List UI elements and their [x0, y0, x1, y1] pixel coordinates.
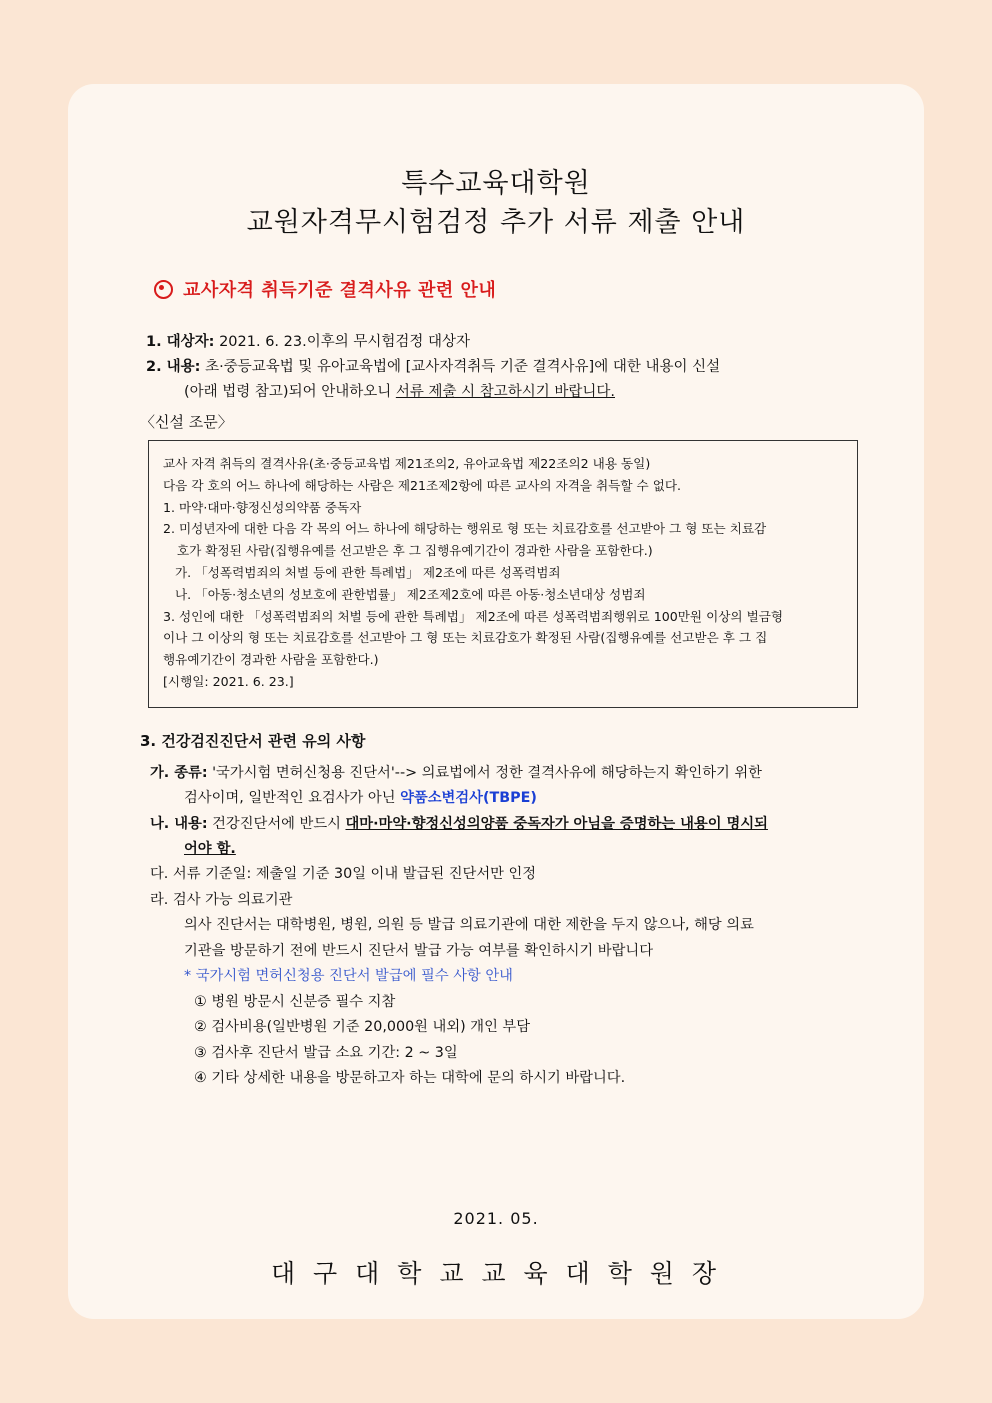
law-line: 2. 미성년자에 대한 다음 각 목의 어느 하나에 해당하는 행위로 형 또는 치료감호를 선고받아 그 형 또는 치료감: [163, 521, 767, 537]
ga-label: 가. 종류:: [150, 764, 208, 781]
law-line: 행유예기간이 경과한 사람을 포함한다.): [163, 652, 379, 668]
footer-date: 2021. 05.: [453, 1209, 539, 1229]
title-line-1: 특수교육대학원: [401, 168, 591, 199]
law-line: 호가 확정된 사람(집행유예를 선고받은 후 그 집행유예기간이 경과한 사람을 포함한다.): [177, 543, 653, 559]
ga-cont-plain: 검사이며, 일반적인 요검사가 아닌: [184, 790, 401, 807]
na-text-bold: 대마·마약·향정신성의양품 중독자가 아님을 증명하는 내용이 명시되: [345, 815, 768, 832]
law-line: 다음 각 호의 어느 하나에 해당하는 사람은 제21조제2항에 따른 교사의 자격을 취득할 수 없다.: [163, 477, 682, 493]
law-line: 나. 「아동·청소년의 성보호에 관한법률」 제2조제2호에 따른 아동·청소년대상 성범죄: [175, 586, 646, 602]
new-clause-heading: 〈신설 조문〉: [140, 413, 233, 432]
ga-continuation: [150, 786, 866, 811]
section-3-body: [126, 761, 866, 1092]
numbered-item: ② 검사비용(일반병원 기준 20,000원 내외) 개인 부담: [194, 1019, 531, 1036]
section-red-heading-text: 교사자격 취득기준 결격사유 관련 안내: [183, 280, 497, 302]
section-3-item-ga: [150, 761, 866, 786]
na-cont-bold: 어야 함.: [184, 841, 236, 857]
list-item: [146, 330, 866, 355]
section-3-item-ra: 라. 검사 가능 의료기관: [150, 891, 293, 908]
document-page: [68, 84, 924, 1319]
ra-detail-line: 의사 진단서는 대학병원, 병원, 의원 등 발급 의료기관에 대한 제한을 두지 않으나, 해당 의료: [184, 917, 754, 934]
law-line: 가. 「성폭력범죄의 처벌 등에 관한 특례법」 제2조에 따른 성폭력범죄: [175, 565, 561, 580]
ra-detail-line: 기관을 방문하기 전에 반드시 진단서 발급 가능 여부를 확인하시기 바랍니다: [184, 942, 654, 959]
law-text-box: [148, 440, 858, 708]
law-line: 교사 자격 취득의 결격사유(초·중등교육법 제21조의2, 유아교육법 제22조의2 내용 동일): [163, 456, 651, 472]
ga-text: '국가시험 면허신청용 진단서'--> 의료법에서 정한 결격사유에 해당하는지 확인하기 위한: [207, 764, 762, 781]
law-line: 3. 성인에 대한 「성폭력범죄의 처벌 등에 관한 특례법」 제2조에 따른 성폭력범죄행위로 100만원 이상의 벌금형: [163, 608, 784, 624]
na-label: 나. 내용:: [150, 815, 208, 832]
law-effective-date: [시행일: 2021. 6. 23.]: [163, 673, 294, 689]
law-line: 이나 그 이상의 형 또는 치료감호를 선고받아 그 형 또는 치료감호가 확정된 사람(집행유예를 선고받은 후 그 집: [163, 630, 768, 646]
law-line: 1. 마약·대마·향정신성의약품 중독자: [163, 499, 362, 515]
section-3-item-da: 다. 서류 기준일: 제출일 기준 30일 이내 발급된 진단서만 인정: [150, 866, 537, 883]
item-2-label: 2. 내용:: [146, 359, 201, 376]
numbered-item: ④ 기타 상세한 내용을 방문하고자 하는 대학에 문의 하시기 바랍니다.: [194, 1069, 626, 1086]
numbered-item: ③ 검사후 진단서 발급 소요 기간: 2 ~ 3일: [194, 1044, 458, 1061]
footer-organization: 대 구 대 학 교 교 육 대 학 원 장: [270, 1259, 722, 1289]
item-2-text: 초·중등교육법 및 유아교육법에 [교사자격취득 기준 결격사유]에 대한 내용이 신설: [200, 359, 721, 376]
intro-list: [126, 330, 866, 405]
star-note: * 국가시험 면허신청용 진단서 발급에 필수 사항 안내: [184, 968, 513, 985]
item-2-cont-plain: (아래 법령 참고)되어 안내하오니: [184, 384, 396, 401]
section-3-heading: 3. 건강검진진단서 관련 유의 사항: [140, 731, 366, 750]
item-2-cont-underline: 서류 제출 시 참고하시기 바랍니다.: [395, 384, 615, 401]
section-3-item-na: [150, 812, 866, 837]
na-text-plain: 건강진단서에 반드시: [207, 815, 346, 832]
section-red-heading: [126, 276, 866, 302]
numbered-item: ① 병원 방문시 신분증 필수 지참: [194, 993, 396, 1010]
item-2-continuation: [146, 380, 866, 405]
ga-cont-highlight: 약품소변검사(TBPE): [400, 790, 537, 807]
item-1-label: 1. 대상자:: [146, 334, 215, 351]
item-1-text: 2021. 6. 23.이후의 무시험검정 대상자: [214, 334, 470, 351]
document-title: [126, 164, 866, 242]
na-continuation: [150, 837, 866, 862]
ring-bullet-icon: [154, 280, 173, 299]
list-item: [146, 355, 866, 380]
title-line-2: 교원자격무시험검정 추가 서류 제출 안내: [246, 207, 746, 239]
